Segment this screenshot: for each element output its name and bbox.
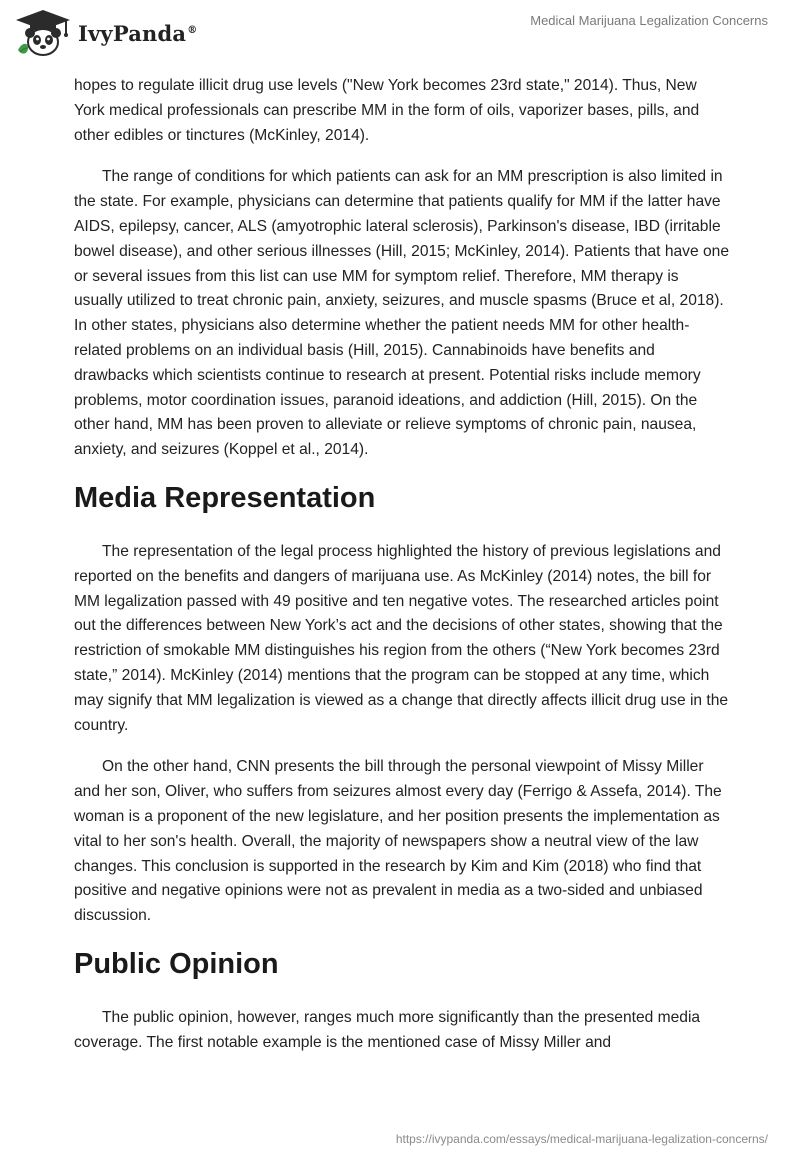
- trademark-symbol: ®: [187, 24, 198, 36]
- essay-body: [74, 74, 730, 1073]
- paragraph: The range of conditions for which patients can ask for an MM prescription is also limited in the state. For example, physicians can determine that patients qualify for MM if the latter have AIDS, epilepsy, cancer, ALS (amyotrophic lateral sclerosis), Parkinson's disease, IBD (irritable bowel disease), and other serious illnesses (Hill, 2015; McKinley, 2014). Patients that have one or several issues from this list can use MM for symptom relief. Therefore, MM therapy is usually utilized to treat chronic pain, anxiety, seizures, and muscle spasms (Bruce et al, 2018). In other states, physicians also determine whether the patient needs MM for other health-related problems on an individual basis (Hill, 2015). Cannabinoids have benefits and drawbacks which scientists continue to research at present. Potential risks include memory problems, motor coordination issues, paranoid ideations, and addiction (Hill, 2015). On the other hand, MM has been proven to alleviate or relieve symptoms of chronic pain, nausea, anxiety, and seizures (Koppel et al., 2014).: [74, 168, 730, 459]
- brand-name: IvyPanda®: [78, 20, 198, 46]
- paragraph: The public opinion, however, ranges much more significantly than the presented media coverage. The first notable example is the mentioned case of Missy Miller and: [74, 1008, 701, 1051]
- paragraph: The representation of the legal process highlighted the history of previous legislations and reported on the benefits and dangers of marijuana use. As McKinley (2014) notes, the bill for MM legalization passed with 49 positive and ten negative votes. The researched articles point out the differences between New York’s act and the decisions of other states, showing that the restriction of smokable MM distinguishes his region from the others (“New York becomes 23rd state,” 2014). McKinley (2014) mentions that the program can be stopped at any time, which may signify that MM legalization is viewed as a change that directly affects illicit drug use in the country.: [74, 542, 729, 734]
- ivypanda-logo[interactable]: [14, 8, 197, 58]
- section-heading-media-representation: Media Representation: [74, 481, 376, 514]
- paragraph: On the other hand, CNN presents the bill through the personal viewpoint of Missy Miller and her son, Oliver, who suffers from seizures almost every day (Ferrigo & Assefa, 2014). The woman is a proponent of the new legislature, and her position presents the implementation as vital to her son's health. Overall, the majority of newspapers show a neutral view of the law changes. This conclusion is supported in the research by Kim and Kim (2018) who find that positive and negative opinions were not as prevalent in media as a two-sided and unbiased discussion.: [74, 758, 722, 925]
- document-title: Medical Marijuana Legalization Concerns: [530, 13, 768, 28]
- paragraph: hopes to regulate illicit drug use levels ("New York becomes 23rd state," 2014). Thus, New York medical professionals can prescribe MM in the form of oils, vaporizer bases, pills, and other edibles or tinctures (McKinley, 2014).: [74, 77, 700, 144]
- page-header: [0, 0, 800, 66]
- footer-source-url[interactable]: https://ivypanda.com/essays/medical-marijuana-legalization-concerns/: [395, 1132, 768, 1146]
- panda-graduate-icon: [14, 8, 72, 58]
- section-heading-public-opinion: Public Opinion: [74, 947, 279, 980]
